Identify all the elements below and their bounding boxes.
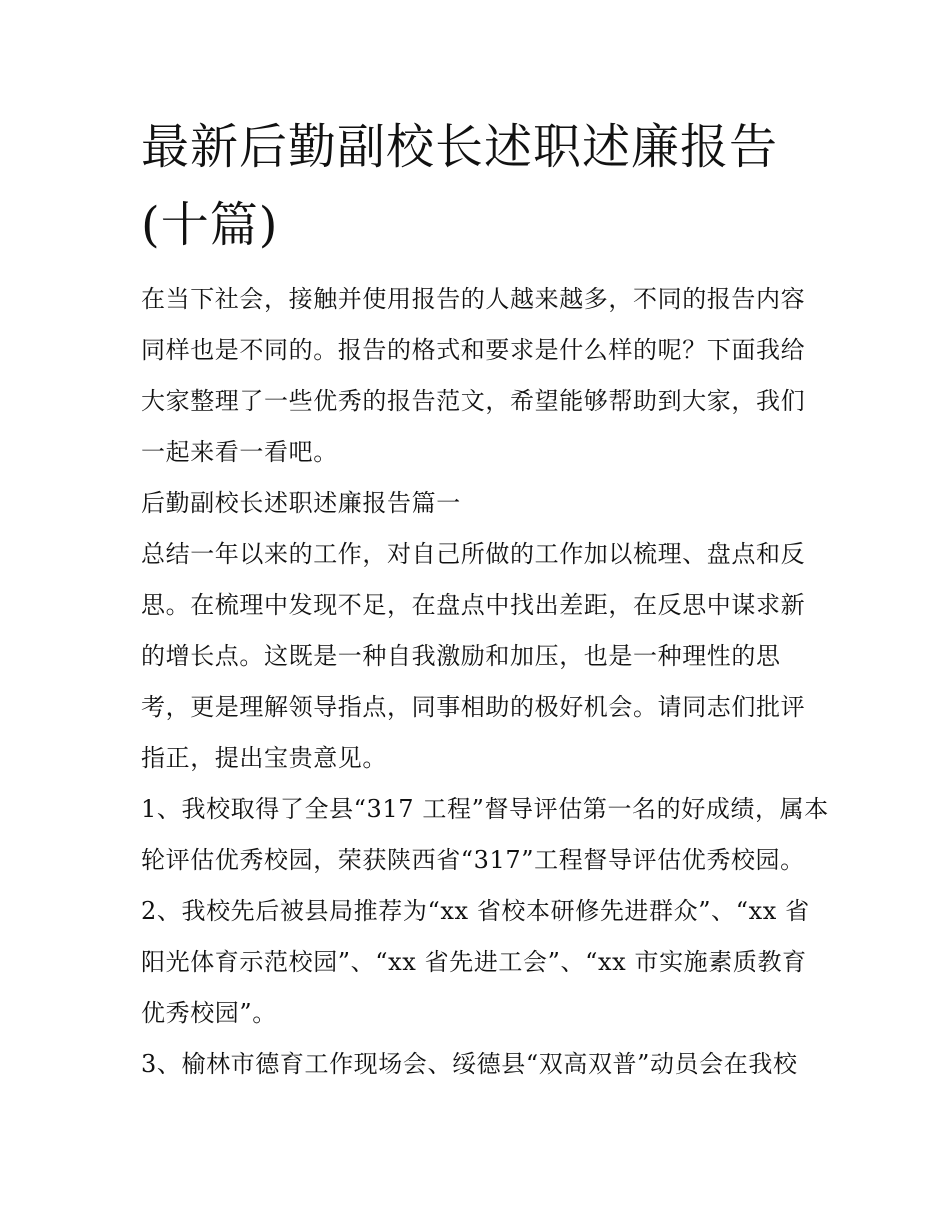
list-item-line: 阳光体育示范校园”、“xx 省先进工会”、“xx 市实施素质教育	[141, 948, 807, 976]
text-line: 在当下社会，接触并使用报告的人越来越多，不同的报告内容	[141, 285, 806, 313]
section-heading: 后勤副校长述职述廉报告篇一	[141, 489, 461, 517]
text-line: 指正，提出宝贵意见。	[141, 744, 387, 772]
text-line: 一起来看一看吧。	[141, 438, 338, 466]
list-item-line: 轮评估优秀校园，荣获陕西省“317”工程督导评估优秀校园。	[141, 846, 805, 874]
list-item-line: 优秀校园”。	[141, 999, 277, 1027]
text-line: 大家整理了一些优秀的报告范文，希望能够帮助到大家，我们	[141, 387, 806, 415]
document-title	[141, 108, 821, 264]
text-line: 思。在梳理中发现不足，在盘点中找出差距，在反思中谋求新	[141, 591, 806, 619]
text-line: 总结一年以来的工作，对自己所做的工作加以梳理、盘点和反	[141, 540, 806, 568]
document-body	[141, 274, 829, 1090]
text-line: 的增长点。这既是一种自我激励和加压，也是一种理性的思	[141, 642, 781, 670]
list-item-line: 1、我校取得了全县“317 工程”督导评估第一名的好成绩，属本	[141, 795, 829, 823]
title-line: (十篇)	[141, 197, 279, 253]
text-line: 考，更是理解领导指点，同事相助的极好机会。请同志们批评	[141, 693, 806, 721]
document-content	[141, 108, 829, 1090]
title-line: 最新后勤副校长述职述廉报告	[141, 119, 779, 175]
text-line: 同样也是不同的。报告的格式和要求是什么样的呢？下面我给	[141, 336, 806, 364]
list-item-line: 2、我校先后被县局推荐为“xx 省校本研修先进群众”、“xx 省	[141, 897, 810, 925]
list-item-line: 3、榆林市德育工作现场会、绥德县“双高双普”动员会在我校	[141, 1050, 798, 1078]
